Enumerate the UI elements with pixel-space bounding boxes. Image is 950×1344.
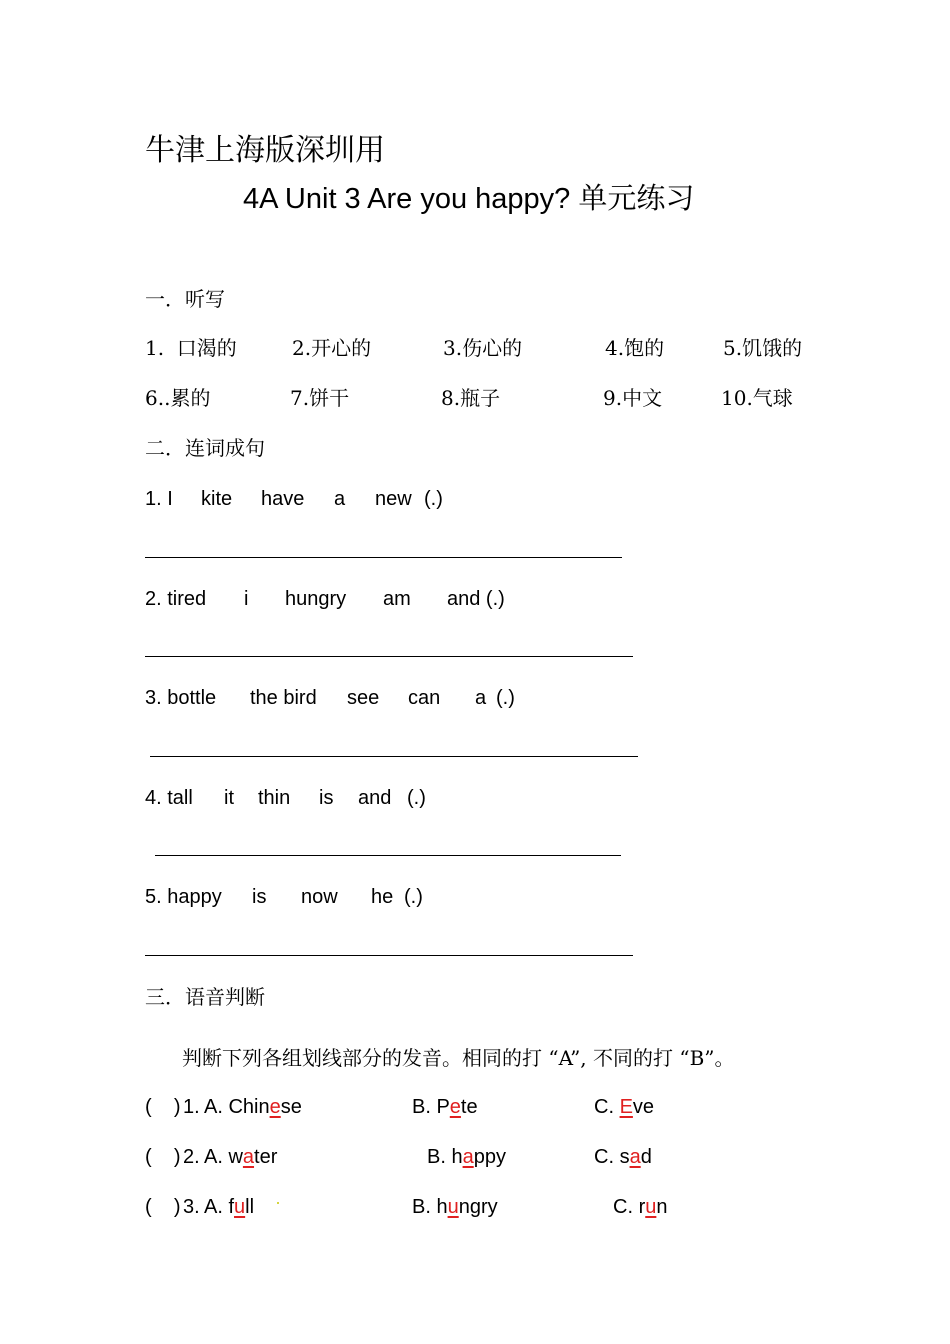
underlined-letter: a <box>242 1146 255 1168</box>
dictation-item: 3.伤心的 <box>443 336 523 360</box>
answer-line[interactable] <box>145 955 633 956</box>
word-token: 4. tall <box>145 787 193 809</box>
underlined-letter: e <box>269 1096 281 1118</box>
option-c: C. sad <box>594 1146 652 1168</box>
word-token: a <box>334 488 346 510</box>
underlined-letter: E <box>619 1096 633 1118</box>
dictation-item: 4.饱的 <box>605 336 665 360</box>
underlined-letter: e <box>449 1096 461 1118</box>
option-c: C. Eve <box>594 1096 655 1118</box>
option-b: B. hungry <box>412 1196 498 1218</box>
word-token: can <box>408 687 441 709</box>
answer-bracket[interactable]: ( ) <box>145 1096 181 1118</box>
word-token: (.) <box>496 687 515 709</box>
answer-bracket[interactable]: ( ) <box>145 1196 181 1218</box>
stray-dot <box>277 1202 279 1204</box>
section1-heading: 一．听写 <box>145 287 225 311</box>
dictation-item: 1. 口渴的 <box>145 336 237 360</box>
word-token: (.) <box>404 886 423 908</box>
word-token: 1. I <box>145 488 173 510</box>
word-token: 5. happy <box>145 886 222 908</box>
word-token: a <box>475 687 487 709</box>
word-token: is <box>252 886 267 908</box>
dictation-item: 5.饥饿的 <box>723 336 803 360</box>
answer-bracket[interactable]: ( ) <box>145 1146 181 1168</box>
option-b: B. Pete <box>412 1096 478 1118</box>
section3-heading: 三．语音判断 <box>145 985 265 1009</box>
word-token: am <box>383 588 411 610</box>
dictation-item: 6..累的 <box>145 386 211 410</box>
word-token: have <box>261 488 305 510</box>
item-number: 3. <box>183 1196 200 1218</box>
document-title: 牛津上海版深圳用 <box>145 133 385 168</box>
section2-heading: 二．连词成句 <box>145 436 265 460</box>
section3-instruction: 判断下列各组划线部分的发音。相同的打 “A”, 不同的打 “B”。 <box>182 1046 735 1070</box>
word-token: 2. tired <box>145 588 207 610</box>
underlined-letter: u <box>645 1196 657 1218</box>
word-token: (.) <box>407 787 426 809</box>
answer-line[interactable] <box>155 855 621 856</box>
dictation-item: 10.气球 <box>721 386 793 410</box>
word-token: new <box>375 488 412 510</box>
word-token: i <box>244 588 249 610</box>
word-token: is <box>319 787 334 809</box>
word-token: hungry <box>285 588 347 610</box>
item-number: 2. <box>183 1146 200 1168</box>
word-token: see <box>347 687 380 709</box>
word-token: thin <box>258 787 291 809</box>
underlined-letter: u <box>447 1196 459 1218</box>
word-token: now <box>301 886 338 908</box>
underlined-letter: a <box>462 1146 474 1168</box>
word-token: (.) <box>424 488 443 510</box>
underlined-letter: u <box>234 1196 246 1218</box>
document-subtitle: 4A Unit 3 Are you happy? 单元练习 <box>243 183 695 215</box>
option-c: C. run <box>613 1196 668 1218</box>
word-token: it <box>224 787 234 809</box>
answer-line[interactable] <box>145 557 622 558</box>
dictation-item: 8.瓶子 <box>441 386 501 410</box>
dictation-item: 9.中文 <box>603 386 663 410</box>
word-token: kite <box>201 488 233 510</box>
word-token: 3. bottle <box>145 687 217 709</box>
word-token: the bird <box>250 687 317 709</box>
word-token: he <box>371 886 394 908</box>
underlined-letter: a <box>629 1146 641 1168</box>
option-a: A. full <box>204 1196 255 1218</box>
answer-line[interactable] <box>145 656 633 657</box>
option-b: B. happy <box>427 1146 506 1168</box>
dictation-item: 2.开心的 <box>292 336 372 360</box>
word-token: and (.) <box>447 588 505 610</box>
item-number: 1. <box>183 1096 200 1118</box>
option-a: A. Chinese <box>204 1096 302 1118</box>
word-token: and <box>358 787 392 809</box>
answer-line[interactable] <box>150 756 638 757</box>
option-a: A. water <box>204 1146 278 1168</box>
dictation-item: 7.饼干 <box>290 386 350 410</box>
